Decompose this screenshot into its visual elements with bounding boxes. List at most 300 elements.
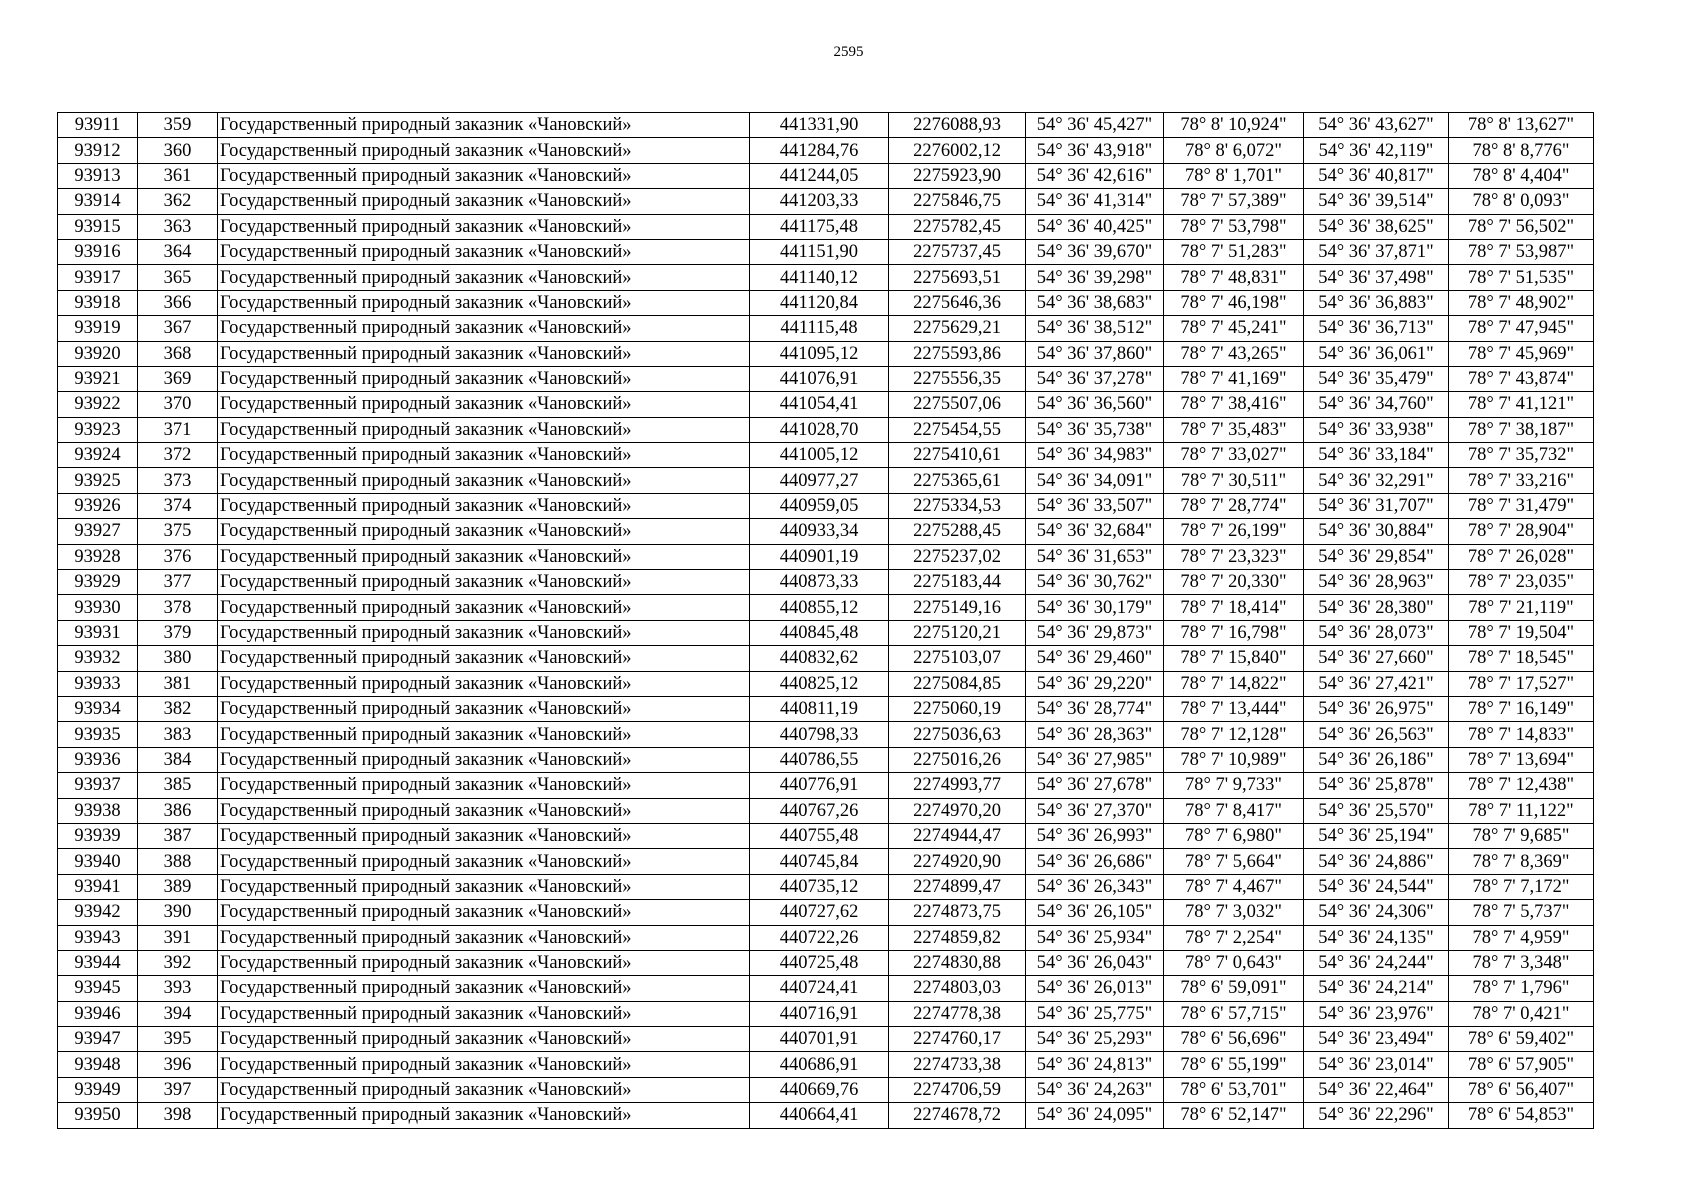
cell-longitude-2: 78° 7' 5,737" <box>1449 900 1594 925</box>
cell-coord-y: 2275237,02 <box>889 544 1026 569</box>
cell-latitude-2: 54° 36' 33,184" <box>1304 443 1449 468</box>
cell-coord-x: 440767,26 <box>750 798 889 823</box>
cell-coord-y: 2275923,90 <box>889 163 1026 188</box>
cell-name: Государственный природный заказник «Чановский» <box>218 620 750 645</box>
cell-coord-y: 2275646,36 <box>889 290 1026 315</box>
cell-point-number: 392 <box>138 950 218 975</box>
table-row <box>58 417 1594 442</box>
cell-coord-x: 440977,27 <box>750 468 889 493</box>
cell-row-number: 93929 <box>58 570 138 595</box>
cell-coord-x: 440776,91 <box>750 773 889 798</box>
cell-longitude-1: 78° 7' 16,798" <box>1164 620 1304 645</box>
cell-latitude-2: 54° 36' 43,627" <box>1304 113 1449 138</box>
table-row <box>58 519 1594 544</box>
cell-name: Государственный природный заказник «Чановский» <box>218 798 750 823</box>
cell-latitude-1: 54° 36' 34,091" <box>1026 468 1164 493</box>
cell-longitude-1: 78° 7' 18,414" <box>1164 595 1304 620</box>
cell-point-number: 383 <box>138 722 218 747</box>
cell-row-number: 93928 <box>58 544 138 569</box>
cell-latitude-1: 54° 36' 37,860" <box>1026 341 1164 366</box>
cell-coord-y: 2275693,51 <box>889 265 1026 290</box>
cell-row-number: 93917 <box>58 265 138 290</box>
cell-name: Государственный природный заказник «Чановский» <box>218 595 750 620</box>
table-row <box>58 544 1594 569</box>
cell-name: Государственный природный заказник «Чановский» <box>218 1001 750 1026</box>
cell-coord-y: 2274733,38 <box>889 1052 1026 1077</box>
cell-row-number: 93938 <box>58 798 138 823</box>
table-row <box>58 239 1594 264</box>
table-row <box>58 1103 1594 1128</box>
cell-longitude-1: 78° 7' 6,980" <box>1164 823 1304 848</box>
cell-row-number: 93932 <box>58 646 138 671</box>
cell-point-number: 391 <box>138 925 218 950</box>
cell-row-number: 93930 <box>58 595 138 620</box>
cell-latitude-2: 54° 36' 24,306" <box>1304 900 1449 925</box>
cell-latitude-2: 54° 36' 24,214" <box>1304 976 1449 1001</box>
cell-row-number: 93933 <box>58 671 138 696</box>
cell-longitude-1: 78° 8' 10,924" <box>1164 113 1304 138</box>
cell-longitude-1: 78° 7' 26,199" <box>1164 519 1304 544</box>
cell-row-number: 93936 <box>58 747 138 772</box>
cell-name: Государственный природный заказник «Чановский» <box>218 646 750 671</box>
cell-coord-y: 2274803,03 <box>889 976 1026 1001</box>
cell-coord-x: 440716,91 <box>750 1001 889 1026</box>
cell-longitude-2: 78° 7' 13,694" <box>1449 747 1594 772</box>
cell-coord-y: 2274760,17 <box>889 1027 1026 1052</box>
cell-point-number: 380 <box>138 646 218 671</box>
cell-point-number: 390 <box>138 900 218 925</box>
cell-latitude-1: 54° 36' 34,983" <box>1026 443 1164 468</box>
cell-longitude-1: 78° 6' 52,147" <box>1164 1103 1304 1128</box>
cell-latitude-2: 54° 36' 23,976" <box>1304 1001 1449 1026</box>
cell-point-number: 396 <box>138 1052 218 1077</box>
cell-latitude-1: 54° 36' 29,220" <box>1026 671 1164 696</box>
cell-latitude-2: 54° 36' 24,244" <box>1304 950 1449 975</box>
cell-latitude-1: 54° 36' 27,678" <box>1026 773 1164 798</box>
cell-coord-x: 441054,41 <box>750 392 889 417</box>
cell-coord-x: 441203,33 <box>750 189 889 214</box>
cell-latitude-2: 54° 36' 39,514" <box>1304 189 1449 214</box>
cell-coord-x: 441331,90 <box>750 113 889 138</box>
cell-coord-x: 440735,12 <box>750 874 889 899</box>
cell-latitude-2: 54° 36' 35,479" <box>1304 366 1449 391</box>
cell-coord-x: 441120,84 <box>750 290 889 315</box>
cell-point-number: 397 <box>138 1077 218 1102</box>
cell-row-number: 93945 <box>58 976 138 1001</box>
cell-latitude-2: 54° 36' 37,871" <box>1304 239 1449 264</box>
cell-latitude-1: 54° 36' 25,293" <box>1026 1027 1164 1052</box>
cell-point-number: 394 <box>138 1001 218 1026</box>
cell-name: Государственный природный заказник «Чановский» <box>218 138 750 163</box>
cell-name: Государственный природный заказник «Чановский» <box>218 366 750 391</box>
cell-latitude-2: 54° 36' 31,707" <box>1304 493 1449 518</box>
cell-row-number: 93927 <box>58 519 138 544</box>
table-row <box>58 925 1594 950</box>
cell-longitude-2: 78° 7' 7,172" <box>1449 874 1594 899</box>
cell-row-number: 93942 <box>58 900 138 925</box>
cell-coord-y: 2275120,21 <box>889 620 1026 645</box>
cell-name: Государственный природный заказник «Чановский» <box>218 570 750 595</box>
cell-latitude-2: 54° 36' 24,886" <box>1304 849 1449 874</box>
cell-coord-y: 2274993,77 <box>889 773 1026 798</box>
cell-name: Государственный природный заказник «Чановский» <box>218 265 750 290</box>
cell-name: Государственный природный заказник «Чановский» <box>218 341 750 366</box>
cell-coord-y: 2274706,59 <box>889 1077 1026 1102</box>
table-row <box>58 138 1594 163</box>
cell-coord-y: 2274830,88 <box>889 950 1026 975</box>
cell-longitude-2: 78° 7' 1,796" <box>1449 976 1594 1001</box>
cell-longitude-2: 78° 6' 57,905" <box>1449 1052 1594 1077</box>
cell-latitude-2: 54° 36' 22,296" <box>1304 1103 1449 1128</box>
cell-coord-y: 2275410,61 <box>889 443 1026 468</box>
cell-longitude-2: 78° 7' 26,028" <box>1449 544 1594 569</box>
cell-latitude-2: 54° 36' 27,421" <box>1304 671 1449 696</box>
cell-longitude-1: 78° 7' 30,511" <box>1164 468 1304 493</box>
cell-row-number: 93925 <box>58 468 138 493</box>
cell-row-number: 93937 <box>58 773 138 798</box>
table-row <box>58 1027 1594 1052</box>
cell-row-number: 93916 <box>58 239 138 264</box>
table-row <box>58 823 1594 848</box>
cell-latitude-1: 54° 36' 26,013" <box>1026 976 1164 1001</box>
cell-latitude-2: 54° 36' 25,570" <box>1304 798 1449 823</box>
cell-point-number: 374 <box>138 493 218 518</box>
cell-coord-y: 2275556,35 <box>889 366 1026 391</box>
cell-row-number: 93920 <box>58 341 138 366</box>
cell-row-number: 93947 <box>58 1027 138 1052</box>
cell-coord-x: 441115,48 <box>750 316 889 341</box>
cell-name: Государственный природный заказник «Чановский» <box>218 1077 750 1102</box>
cell-coord-y: 2274970,20 <box>889 798 1026 823</box>
cell-coord-x: 440959,05 <box>750 493 889 518</box>
cell-coord-x: 440845,48 <box>750 620 889 645</box>
cell-coord-x: 440701,91 <box>750 1027 889 1052</box>
cell-latitude-1: 54° 36' 41,314" <box>1026 189 1164 214</box>
cell-latitude-2: 54° 36' 33,938" <box>1304 417 1449 442</box>
cell-name: Государственный природный заказник «Чановский» <box>218 874 750 899</box>
cell-row-number: 93921 <box>58 366 138 391</box>
cell-point-number: 367 <box>138 316 218 341</box>
cell-latitude-1: 54° 36' 30,762" <box>1026 570 1164 595</box>
cell-coord-x: 441151,90 <box>750 239 889 264</box>
cell-latitude-1: 54° 36' 30,179" <box>1026 595 1164 620</box>
table-row <box>58 849 1594 874</box>
cell-point-number: 359 <box>138 113 218 138</box>
cell-coord-y: 2275629,21 <box>889 316 1026 341</box>
cell-row-number: 93926 <box>58 493 138 518</box>
cell-longitude-1: 78° 7' 9,733" <box>1164 773 1304 798</box>
cell-name: Государственный природный заказник «Чановский» <box>218 950 750 975</box>
cell-latitude-2: 54° 36' 38,625" <box>1304 214 1449 239</box>
cell-latitude-2: 54° 36' 27,660" <box>1304 646 1449 671</box>
cell-coord-y: 2275060,19 <box>889 696 1026 721</box>
cell-longitude-2: 78° 7' 45,969" <box>1449 341 1594 366</box>
cell-longitude-2: 78° 7' 28,904" <box>1449 519 1594 544</box>
cell-row-number: 93931 <box>58 620 138 645</box>
cell-latitude-2: 54° 36' 30,884" <box>1304 519 1449 544</box>
cell-longitude-2: 78° 7' 12,438" <box>1449 773 1594 798</box>
cell-name: Государственный природный заказник «Чановский» <box>218 392 750 417</box>
table-row <box>58 1052 1594 1077</box>
table-row <box>58 265 1594 290</box>
cell-latitude-2: 54° 36' 28,073" <box>1304 620 1449 645</box>
cell-name: Государственный природный заказник «Чановский» <box>218 239 750 264</box>
cell-longitude-1: 78° 6' 53,701" <box>1164 1077 1304 1102</box>
cell-name: Государственный природный заказник «Чановский» <box>218 163 750 188</box>
table-row <box>58 392 1594 417</box>
cell-name: Государственный природный заказник «Чановский» <box>218 1052 750 1077</box>
cell-coord-y: 2275365,61 <box>889 468 1026 493</box>
table-row <box>58 189 1594 214</box>
cell-longitude-1: 78° 7' 43,265" <box>1164 341 1304 366</box>
cell-coord-x: 440901,19 <box>750 544 889 569</box>
table-row <box>58 646 1594 671</box>
cell-point-number: 366 <box>138 290 218 315</box>
cell-latitude-1: 54° 36' 25,775" <box>1026 1001 1164 1026</box>
cell-point-number: 379 <box>138 620 218 645</box>
cell-longitude-1: 78° 7' 3,032" <box>1164 900 1304 925</box>
cell-latitude-2: 54° 36' 25,878" <box>1304 773 1449 798</box>
table-row <box>58 798 1594 823</box>
cell-row-number: 93913 <box>58 163 138 188</box>
cell-latitude-2: 54° 36' 24,135" <box>1304 925 1449 950</box>
cell-latitude-1: 54° 36' 33,507" <box>1026 493 1164 518</box>
cell-coord-x: 440873,33 <box>750 570 889 595</box>
cell-name: Государственный природный заказник «Чановский» <box>218 519 750 544</box>
cell-point-number: 361 <box>138 163 218 188</box>
cell-coord-y: 2275593,86 <box>889 341 1026 366</box>
cell-longitude-2: 78° 7' 48,902" <box>1449 290 1594 315</box>
cell-coord-x: 440745,84 <box>750 849 889 874</box>
cell-longitude-2: 78° 7' 9,685" <box>1449 823 1594 848</box>
cell-latitude-2: 54° 36' 32,291" <box>1304 468 1449 493</box>
cell-longitude-1: 78° 7' 4,467" <box>1164 874 1304 899</box>
cell-name: Государственный природный заказник «Чановский» <box>218 976 750 1001</box>
cell-point-number: 360 <box>138 138 218 163</box>
cell-row-number: 93934 <box>58 696 138 721</box>
cell-name: Государственный природный заказник «Чановский» <box>218 290 750 315</box>
table-row <box>58 976 1594 1001</box>
cell-longitude-1: 78° 7' 0,643" <box>1164 950 1304 975</box>
cell-longitude-2: 78° 7' 35,732" <box>1449 443 1594 468</box>
cell-coord-x: 441076,91 <box>750 366 889 391</box>
cell-name: Государственный природный заказник «Чановский» <box>218 823 750 848</box>
cell-coord-y: 2276002,12 <box>889 138 1026 163</box>
cell-coord-x: 440811,19 <box>750 696 889 721</box>
cell-name: Государственный природный заказник «Чановский» <box>218 1103 750 1128</box>
cell-name: Государственный природный заказник «Чановский» <box>218 417 750 442</box>
cell-longitude-2: 78° 7' 21,119" <box>1449 595 1594 620</box>
cell-latitude-1: 54° 36' 38,512" <box>1026 316 1164 341</box>
cell-longitude-2: 78° 7' 38,187" <box>1449 417 1594 442</box>
cell-coord-y: 2275016,26 <box>889 747 1026 772</box>
table-row <box>58 570 1594 595</box>
cell-longitude-2: 78° 7' 43,874" <box>1449 366 1594 391</box>
cell-latitude-1: 54° 36' 42,616" <box>1026 163 1164 188</box>
cell-latitude-2: 54° 36' 37,498" <box>1304 265 1449 290</box>
cell-latitude-1: 54° 36' 28,363" <box>1026 722 1164 747</box>
cell-point-number: 363 <box>138 214 218 239</box>
cell-name: Государственный природный заказник «Чановский» <box>218 443 750 468</box>
cell-latitude-1: 54° 36' 28,774" <box>1026 696 1164 721</box>
cell-coord-y: 2275288,45 <box>889 519 1026 544</box>
cell-longitude-1: 78° 7' 51,283" <box>1164 239 1304 264</box>
cell-longitude-1: 78° 7' 53,798" <box>1164 214 1304 239</box>
cell-longitude-1: 78° 7' 10,989" <box>1164 747 1304 772</box>
cell-point-number: 372 <box>138 443 218 468</box>
cell-coord-x: 441175,48 <box>750 214 889 239</box>
cell-longitude-2: 78° 7' 17,527" <box>1449 671 1594 696</box>
cell-longitude-1: 78° 7' 13,444" <box>1164 696 1304 721</box>
cell-latitude-2: 54° 36' 23,014" <box>1304 1052 1449 1077</box>
cell-latitude-2: 54° 36' 36,713" <box>1304 316 1449 341</box>
cell-latitude-1: 54° 36' 35,738" <box>1026 417 1164 442</box>
cell-coord-y: 2274944,47 <box>889 823 1026 848</box>
cell-coord-y: 2275782,45 <box>889 214 1026 239</box>
cell-latitude-1: 54° 36' 37,278" <box>1026 366 1164 391</box>
cell-longitude-1: 78° 7' 45,241" <box>1164 316 1304 341</box>
cell-coord-y: 2275149,16 <box>889 595 1026 620</box>
cell-point-number: 393 <box>138 976 218 1001</box>
cell-longitude-2: 78° 7' 3,348" <box>1449 950 1594 975</box>
cell-longitude-1: 78° 7' 8,417" <box>1164 798 1304 823</box>
table-row <box>58 620 1594 645</box>
cell-coord-x: 441095,12 <box>750 341 889 366</box>
cell-name: Государственный природный заказник «Чановский» <box>218 671 750 696</box>
cell-coord-y: 2275846,75 <box>889 189 1026 214</box>
table-row <box>58 950 1594 975</box>
cell-latitude-2: 54° 36' 23,494" <box>1304 1027 1449 1052</box>
cell-latitude-1: 54° 36' 36,560" <box>1026 392 1164 417</box>
table-row <box>58 316 1594 341</box>
cell-point-number: 385 <box>138 773 218 798</box>
cell-point-number: 371 <box>138 417 218 442</box>
cell-row-number: 93915 <box>58 214 138 239</box>
cell-name: Государственный природный заказник «Чановский» <box>218 925 750 950</box>
cell-longitude-2: 78° 8' 13,627" <box>1449 113 1594 138</box>
cell-coord-x: 440686,91 <box>750 1052 889 1077</box>
cell-longitude-1: 78° 6' 59,091" <box>1164 976 1304 1001</box>
table-row <box>58 468 1594 493</box>
cell-row-number: 93940 <box>58 849 138 874</box>
cell-latitude-2: 54° 36' 34,760" <box>1304 392 1449 417</box>
cell-latitude-2: 54° 36' 29,854" <box>1304 544 1449 569</box>
cell-latitude-2: 54° 36' 25,194" <box>1304 823 1449 848</box>
cell-coord-y: 2275036,63 <box>889 722 1026 747</box>
cell-point-number: 376 <box>138 544 218 569</box>
cell-coord-y: 2274678,72 <box>889 1103 1026 1128</box>
cell-latitude-2: 54° 36' 28,380" <box>1304 595 1449 620</box>
cell-latitude-1: 54° 36' 39,298" <box>1026 265 1164 290</box>
coordinates-table <box>57 112 1594 1129</box>
cell-name: Государственный природный заказник «Чановский» <box>218 214 750 239</box>
cell-point-number: 375 <box>138 519 218 544</box>
cell-latitude-1: 54° 36' 26,105" <box>1026 900 1164 925</box>
cell-point-number: 373 <box>138 468 218 493</box>
cell-name: Государственный природный заказник «Чановский» <box>218 747 750 772</box>
table-row <box>58 747 1594 772</box>
cell-longitude-1: 78° 7' 38,416" <box>1164 392 1304 417</box>
cell-longitude-2: 78° 8' 8,776" <box>1449 138 1594 163</box>
table-row <box>58 696 1594 721</box>
cell-latitude-2: 54° 36' 28,963" <box>1304 570 1449 595</box>
cell-longitude-2: 78° 7' 11,122" <box>1449 798 1594 823</box>
cell-coord-x: 441140,12 <box>750 265 889 290</box>
cell-longitude-2: 78° 6' 54,853" <box>1449 1103 1594 1128</box>
cell-latitude-1: 54° 36' 29,873" <box>1026 620 1164 645</box>
cell-coord-y: 2275737,45 <box>889 239 1026 264</box>
cell-name: Государственный природный заказник «Чановский» <box>218 773 750 798</box>
cell-latitude-1: 54° 36' 26,343" <box>1026 874 1164 899</box>
cell-name: Государственный природный заказник «Чановский» <box>218 900 750 925</box>
cell-coord-x: 441244,05 <box>750 163 889 188</box>
cell-longitude-1: 78° 7' 12,128" <box>1164 722 1304 747</box>
cell-latitude-1: 54° 36' 26,043" <box>1026 950 1164 975</box>
cell-coord-x: 440798,33 <box>750 722 889 747</box>
cell-coord-x: 440669,76 <box>750 1077 889 1102</box>
cell-longitude-2: 78° 7' 16,149" <box>1449 696 1594 721</box>
cell-point-number: 395 <box>138 1027 218 1052</box>
cell-coord-x: 440727,62 <box>750 900 889 925</box>
cell-coord-x: 440786,55 <box>750 747 889 772</box>
cell-longitude-2: 78° 7' 14,833" <box>1449 722 1594 747</box>
cell-longitude-2: 78° 7' 33,216" <box>1449 468 1594 493</box>
cell-point-number: 384 <box>138 747 218 772</box>
cell-latitude-2: 54° 36' 22,464" <box>1304 1077 1449 1102</box>
cell-point-number: 381 <box>138 671 218 696</box>
cell-coord-y: 2275334,53 <box>889 493 1026 518</box>
cell-name: Государственный природный заказник «Чановский» <box>218 1027 750 1052</box>
cell-row-number: 93912 <box>58 138 138 163</box>
cell-coord-y: 2274899,47 <box>889 874 1026 899</box>
cell-longitude-1: 78° 7' 2,254" <box>1164 925 1304 950</box>
cell-latitude-1: 54° 36' 45,427" <box>1026 113 1164 138</box>
table-row <box>58 722 1594 747</box>
table-row <box>58 1001 1594 1026</box>
cell-longitude-1: 78° 6' 55,199" <box>1164 1052 1304 1077</box>
cell-latitude-1: 54° 36' 40,425" <box>1026 214 1164 239</box>
cell-name: Государственный природный заказник «Чановский» <box>218 544 750 569</box>
cell-point-number: 388 <box>138 849 218 874</box>
cell-coord-y: 2274778,38 <box>889 1001 1026 1026</box>
cell-coord-x: 440722,26 <box>750 925 889 950</box>
cell-row-number: 93914 <box>58 189 138 214</box>
cell-latitude-1: 54° 36' 39,670" <box>1026 239 1164 264</box>
cell-latitude-2: 54° 36' 42,119" <box>1304 138 1449 163</box>
cell-point-number: 382 <box>138 696 218 721</box>
table-row <box>58 874 1594 899</box>
cell-point-number: 378 <box>138 595 218 620</box>
cell-longitude-2: 78° 6' 59,402" <box>1449 1027 1594 1052</box>
cell-row-number: 93944 <box>58 950 138 975</box>
cell-point-number: 386 <box>138 798 218 823</box>
cell-coord-y: 2274873,75 <box>889 900 1026 925</box>
cell-longitude-1: 78° 7' 46,198" <box>1164 290 1304 315</box>
cell-longitude-1: 78° 8' 6,072" <box>1164 138 1304 163</box>
cell-latitude-1: 54° 36' 31,653" <box>1026 544 1164 569</box>
cell-name: Государственный природный заказник «Чановский» <box>218 722 750 747</box>
cell-latitude-1: 54° 36' 25,934" <box>1026 925 1164 950</box>
table-row <box>58 214 1594 239</box>
cell-latitude-1: 54° 36' 38,683" <box>1026 290 1164 315</box>
cell-latitude-2: 54° 36' 26,563" <box>1304 722 1449 747</box>
cell-latitude-1: 54° 36' 43,918" <box>1026 138 1164 163</box>
cell-longitude-1: 78° 7' 41,169" <box>1164 366 1304 391</box>
cell-coord-x: 441005,12 <box>750 443 889 468</box>
cell-longitude-2: 78° 7' 56,502" <box>1449 214 1594 239</box>
cell-row-number: 93911 <box>58 113 138 138</box>
cell-longitude-2: 78° 6' 56,407" <box>1449 1077 1594 1102</box>
